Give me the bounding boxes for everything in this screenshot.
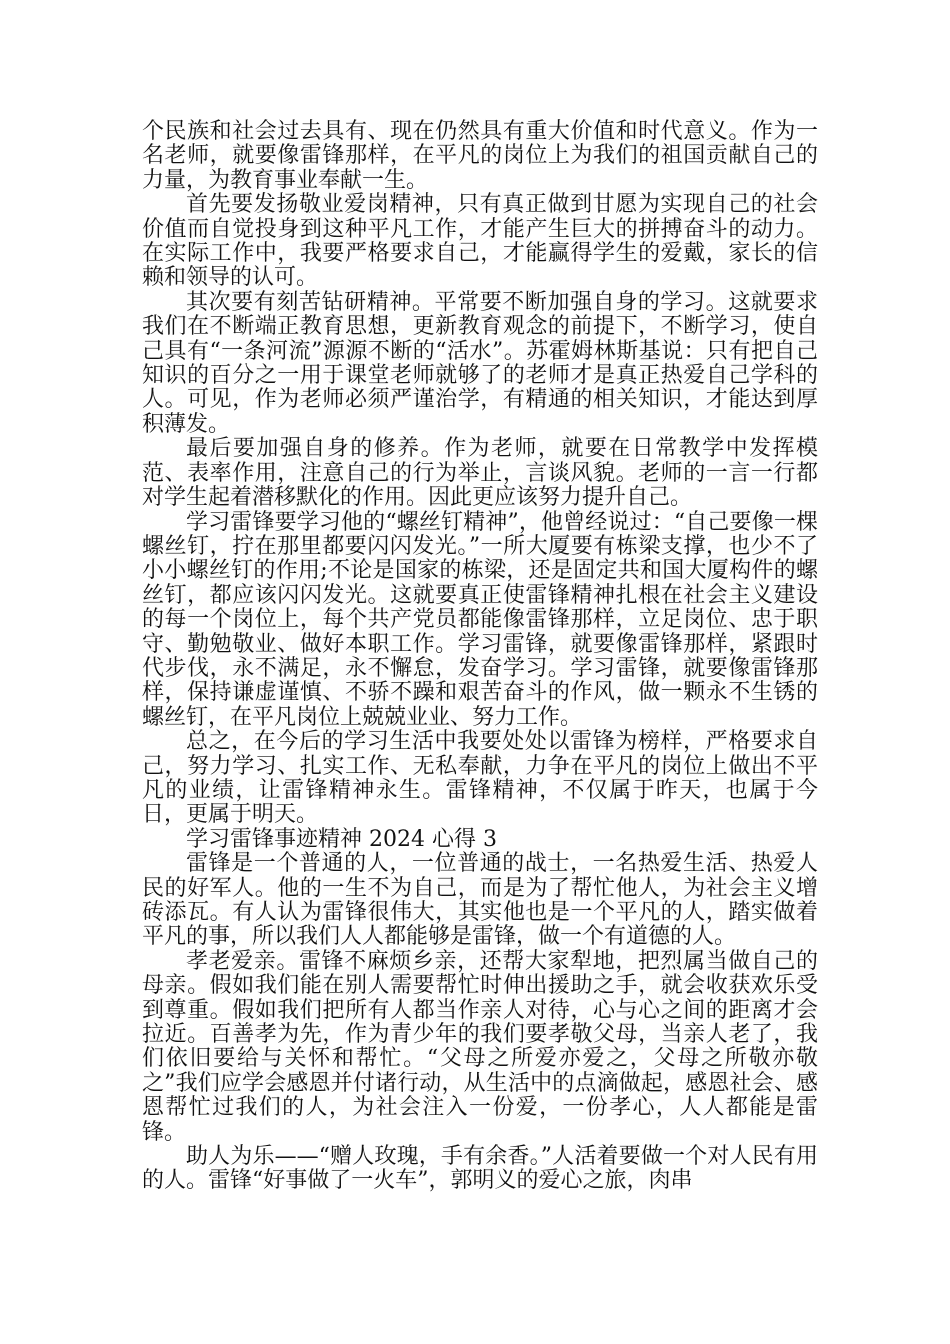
paragraph-1: 个民族和社会过去具有、现在仍然具有重大价值和时代意义。作为一名老师，就要像雷锋那样，在平凡的岗位上为我们的祖国贡献自己的力量，为教育事业奉献一生。 (142, 119, 818, 193)
paragraph-4: 最后要加强自身的修养。作为老师，就要在日常教学中发挥模范、表率作用，注意自己的行为举止，言谈风貌。老师的一言一行都对学生起着潜移默化的作用。因此更应该努力提升自己。 (142, 436, 818, 511)
paragraph-3: 其次要有刻苦钻研精神。平常要不断加强自身的学习。这就要求我们在不断端正教育思想，更新教育观念的前提下，不断学习，使自己具有“一条河流”源源不断的“活水”。苏霍姆林斯基说：只有把自己知识的百分之一用于课堂老师就够了的老师才是真正热爱自己学科的人。可见，作为老师必须严谨治学，有精通的相关知识，才能达到厚积薄发。 (142, 289, 818, 437)
paragraph-9: 助人为乐——“赠人玫瑰，手有余香。”人活着要做一个对人民有用的人。雷锋“好事做了一火车”，郭明义的爱心之旅，肉串 (142, 1144, 818, 1194)
paragraph-2: 首先要发扬敬业爱岗精神，只有真正做到甘愿为实现自己的社会价值而自觉投身到这种平凡工作，才能产生巨大的拼搏奋斗的动力。在实际工作中，我要严格要求自己，才能赢得学生的爱戴，家长的信赖和领导的认可。 (142, 192, 818, 291)
paragraph-6: 总之，在今后的学习生活中我要处处以雷锋为榜样，严格要求自己，努力学习、扎实工作、无私奉献，力争在平凡的岗位上做出不平凡的业绩，让雷锋精神永生。雷锋精神，不仅属于昨天，也属于今日，更属于明天。 (142, 729, 818, 828)
paragraph-8: 孝老爱亲。雷锋不麻烦乡亲，还帮大家犁地，把烈属当做自己的母亲。假如我们能在别人需要帮忙时伸出援助之手，就会收获欢乐受到尊重。假如我们把所有人都当作亲人对待，心与心之间的距离才会拉近。百善孝为先，作为青少年的我们要孝敬父母，当亲人老了，我们依旧要给与关怀和帮忙。“父母之所爱亦爱之，父母之所敬亦敬之”我们应学会感恩并付诸行动，从生活中的点滴做起，感恩社会、感恩帮忙过我们的人，为社会注入一份爱，一份孝心，人人都能是雷锋。 (142, 948, 818, 1145)
document-page (142, 120, 818, 1194)
paragraph-7: 雷锋是一个普通的人，一位普通的战士，一名热爱生活、热爱人民的好军人。他的一生不为自己，而是为了帮忙他人，为社会主义增砖添瓦。有人认为雷锋很伟大，其实他也是一个平凡的人，踏实做着平凡的事，所以我们人人都能够是雷锋，做一个有道德的人。 (142, 851, 818, 950)
section-heading: 学习雷锋事迹精神 2024 心得 3 (186, 826, 497, 852)
paragraph-5: 学习雷锋要学习他的“螺丝钉精神”，他曾经说过：“自己要像一棵螺丝钉，拧在那里都要闪闪发光。”一所大厦要有栋梁支撑，也少不了小小螺丝钉的作用;不论是国家的栋梁，还是固定共和国大厦构件的螺丝钉，都应该闪闪发光。这就要真正使雷锋精神扎根在社会主义建设的每一个岗位上，每个共产党员都能像雷锋那样，立足岗位、忠于职守、勤勉敬业、做好本职工作。学习雷锋，就要像雷锋那样，紧跟时代步伐，永不满足，永不懈怠，发奋学习。学习雷锋，就要像雷锋那样，保持谦虚谨慎、不骄不躁和艰苦奋斗的作风，做一颗永不生锈的螺丝钉，在平凡岗位上兢兢业业、努力工作。 (142, 509, 818, 730)
